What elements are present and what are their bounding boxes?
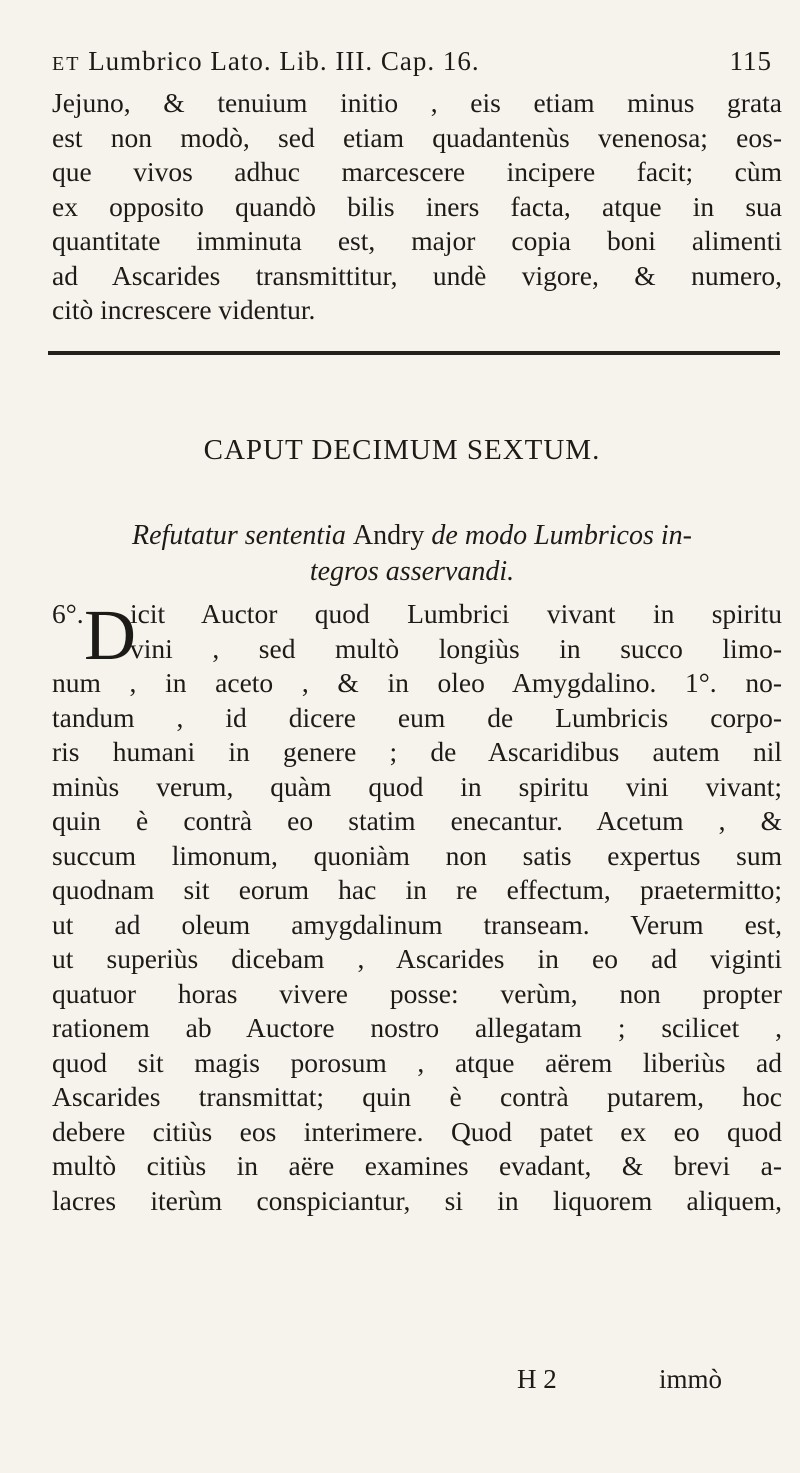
catchword: immò: [658, 1364, 722, 1394]
text-line: que vivos adhuc marcescere incipere facit; cùm: [52, 156, 782, 187]
text-line: debere citiùs eos interimere. Quod patet ex eo quod: [52, 1115, 782, 1147]
text-line: succum limonum, quoniàm non satis expertus sum: [52, 839, 782, 871]
text-line: quod sit magis porosum , atque aërem liberiùs ad: [52, 1046, 782, 1078]
section-divider: [48, 351, 780, 355]
summary-author: Andry: [352, 520, 425, 551]
summary-line-1: [52, 518, 772, 554]
paragraph-2: [52, 597, 782, 1218]
text-line: Jejuno, & tenuium initio , eis etiam minus grata: [52, 87, 782, 118]
text-line: quatuor horas vivere posse: verùm, non propter: [52, 977, 782, 1009]
text-line: quin è contrà eo statim enecantur. Acetum , &: [52, 805, 782, 836]
paragraph-number: 6°.: [52, 598, 84, 629]
text-line: tandum , id dicere eum de Lumbricis corpo-: [52, 701, 782, 733]
paragraph-1: [52, 86, 782, 328]
text-line: ex opposito quandò bilis iners facta, atque in sua: [52, 190, 782, 222]
text-line: citò increscere videntur.: [52, 294, 316, 325]
text-line: vini , sed multò longiùs in succo limo-: [130, 632, 782, 664]
text-line: multò citiùs in aëre examines evadant, & brevi a-: [52, 1150, 782, 1181]
text-line-content: icit Auctor quod Lumbrici vivant in spiritu: [130, 598, 782, 629]
text-line: est non modò, sed etiam quadantenùs venenosa; eos-: [52, 121, 782, 153]
text-line: minùs verum, quàm quod in spiritu vini vivant;: [52, 770, 782, 802]
chapter-summary: [52, 518, 772, 590]
chapter-title: CAPUT DECIMUM SEXTUM.: [203, 434, 601, 466]
summary-text: Refutatur sententia: [132, 520, 346, 551]
text-line: Ascarides transmittat; quin è contrà putarem, hoc: [52, 1081, 782, 1112]
signature-mark: H 2: [517, 1364, 557, 1394]
running-title-lead: ET: [52, 53, 81, 75]
text-line: ut superiùs dicebam , Ascarides in eo ad viginti: [52, 943, 782, 974]
running-header: [52, 46, 772, 77]
running-title: Lumbrico Lato. Lib. III. Cap. 16.: [88, 46, 480, 76]
summary-text: de modo Lumbricos in-: [431, 520, 692, 551]
text-line: [52, 597, 782, 632]
text-line: ut ad oleum amygdalinum transeam. Verum est,: [52, 908, 782, 940]
text-line: quodnam sit eorum hac in re effectum, praetermitto;: [52, 874, 782, 905]
text-line: num , in aceto , & in oleo Amygdalino. 1°. no-: [52, 667, 782, 698]
text-line: ris humani in genere ; de Ascaridibus autem nil: [52, 736, 782, 767]
text-line: quantitate imminuta est, major copia boni alimenti: [52, 225, 782, 256]
summary-line-2: tegros asservandi.: [309, 556, 515, 587]
page-number: 115: [729, 46, 772, 76]
text-line: rationem ab Auctore nostro allegatam ; scilicet ,: [52, 1012, 782, 1043]
drop-cap: D: [84, 595, 136, 675]
text-line: lacres iterùm conspiciantur, si in liquorem aliquem,: [52, 1184, 782, 1216]
text-line: ad Ascarides transmittitur, undè vigore, & numero,: [52, 259, 782, 291]
